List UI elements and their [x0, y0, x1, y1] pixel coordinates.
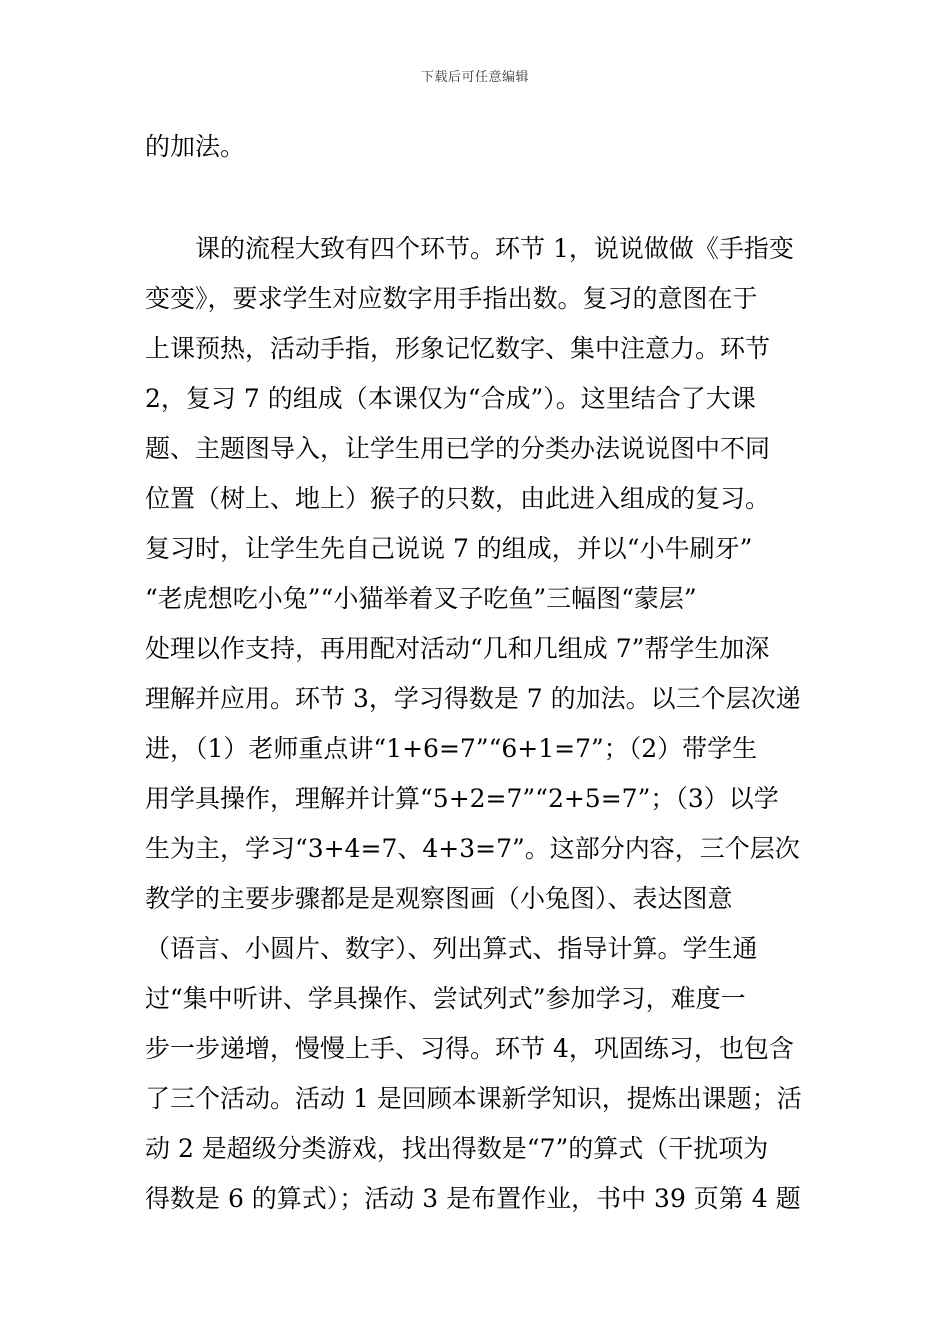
paragraph-line: 得数是 6 的算式）；活动 3 是布置作业，书中 39 页第 4 题 [145, 1184, 801, 1213]
paragraph-line: （语言、小圆片、数字）、列出算式、指导计算。学生通 [145, 934, 758, 963]
paragraph-line: 用学具操作，理解并计算“5+2=7”“2+5=7”；（3）以学 [145, 784, 779, 813]
paragraph-line: 步一步递增，慢慢上手、习得。环节 4，巩固练习，也包含 [145, 1034, 794, 1063]
paragraph-line: “老虎想吃小兔”“小猫举着叉子吃鱼”三幅图“蒙层” [145, 584, 697, 613]
paragraph-line: 课的流程大致有四个环节。环节 1，说说做做《手指变 [145, 234, 794, 263]
page-header: 下载后可任意编辑 [420, 70, 529, 85]
paragraph-line: 位置（树上、地上）猴子的只数，由此进入组成的复习。 [145, 484, 771, 513]
paragraph-line: 动 2 是超级分类游戏，找出得数是“7”的算式（干扰项为 [145, 1134, 769, 1163]
paragraph-line: 题、主题图导入，让学生用已学的分类办法说说图中不同 [145, 434, 771, 463]
paragraph-line: 生为主，学习“3+4=7、4+3=7”。这部分内容，三个层次 [145, 834, 800, 863]
paragraph-line: 教学的主要步骤都是是观察图画（小兔图）、表达图意 [145, 884, 733, 913]
continued-text-line: 的加法。 [145, 132, 246, 161]
paragraph-line: 变变》，要求学生对应数字用手指出数。复习的意图在于 [145, 284, 758, 313]
paragraph-line: 理解并应用。环节 3，学习得数是 7 的加法。以三个层次递 [145, 684, 801, 713]
paragraph-line: 复习时，让学生先自己说说 7 的组成，并以“小牛刷牙” [145, 534, 753, 563]
paragraph-line: 了三个活动。活动 1 是回顾本课新学知识，提炼出课题；活 [145, 1084, 802, 1113]
paragraph-line: 上课预热，活动手指，形象记忆数字、集中注意力。环节 [145, 334, 771, 363]
body-paragraph [145, 230, 807, 1230]
paragraph-line: 处理以作支持，再用配对活动“几和几组成 7”帮学生加深 [145, 634, 770, 663]
paragraph-line: 2，复习 7 的组成（本课仅为“合成”）。这里结合了大课 [145, 384, 756, 413]
paragraph-line: 过“集中听讲、学具操作、尝试列式”参加学习，难度一 [145, 984, 746, 1013]
paragraph-line: 进，（1）老师重点讲“1+6=7”“6+1=7”；（2）带学生 [145, 734, 758, 763]
